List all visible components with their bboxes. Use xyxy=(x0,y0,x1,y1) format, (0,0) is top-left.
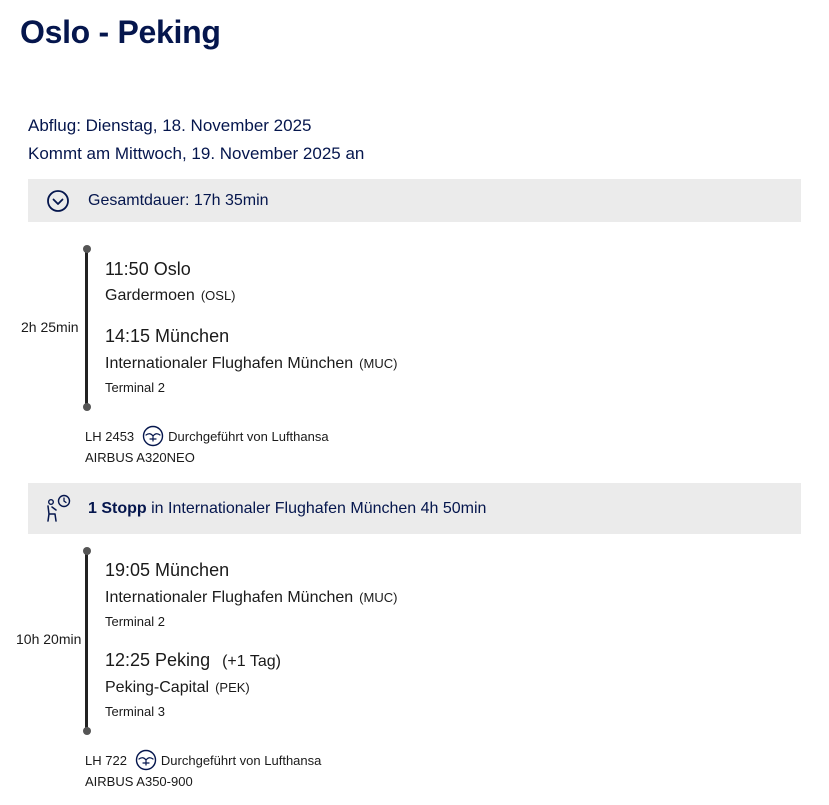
stop-count: 1 Stopp xyxy=(88,499,147,517)
page-title: Oslo - Peking xyxy=(20,14,221,50)
total-duration-bar xyxy=(28,179,801,222)
airport-name: Internationaler Flughafen München xyxy=(105,589,354,606)
departure-date: Abflug: Dienstag, 18. November 2025 xyxy=(28,116,312,135)
stopover-bar xyxy=(28,483,801,534)
arrival-terminal: Terminal 2 xyxy=(105,380,165,395)
departure-airport xyxy=(105,287,236,305)
waiting-passenger-icon xyxy=(28,494,88,524)
total-duration-text: Gesamtdauer: 17h 35min xyxy=(88,191,269,209)
departure-time-city: 11:50 Oslo xyxy=(105,259,191,279)
flight-number: LH 722 xyxy=(85,752,127,768)
departure-airport xyxy=(105,589,397,607)
airport-name: Gardermoen xyxy=(105,287,195,304)
next-day-badge: (+1 Tag) xyxy=(222,653,281,670)
flight-duration: 10h 20min xyxy=(16,631,82,647)
arrival-time-city xyxy=(105,650,281,671)
flight-number: LH 2453 xyxy=(85,428,135,444)
arrival-airport xyxy=(105,679,250,697)
flight-info xyxy=(85,425,329,447)
flight-duration: 2h 25min xyxy=(21,319,79,335)
flight-info xyxy=(85,749,321,771)
airport-name: Internationaler Flughafen München xyxy=(105,355,354,372)
clock-chevron-icon xyxy=(28,189,88,213)
aircraft-type: AIRBUS A350-900 xyxy=(85,774,193,789)
arrival-date: Kommt am Mittwoch, 19. November 2025 an xyxy=(28,144,365,163)
airport-code: (PEK) xyxy=(215,680,250,695)
timeline-start-dot xyxy=(83,547,91,555)
timeline-line xyxy=(85,249,88,407)
airport-name: Peking-Capital xyxy=(105,679,210,696)
arrival-airport xyxy=(105,355,397,373)
timeline-line xyxy=(85,551,88,731)
aircraft-type: AIRBUS A320NEO xyxy=(85,450,195,465)
airport-code: (OSL) xyxy=(200,288,236,303)
arrival-terminal: Terminal 3 xyxy=(105,704,165,719)
airport-code: (MUC) xyxy=(359,590,398,605)
arrival-time-city-text: 12:25 Peking xyxy=(105,650,211,670)
timeline-end-dot xyxy=(83,403,91,411)
departure-time-city: 19:05 München xyxy=(105,560,230,580)
lufthansa-crane-icon xyxy=(135,749,157,771)
timeline-start-dot xyxy=(83,245,91,253)
operated-by: Durchgeführt von Lufthansa xyxy=(168,428,329,444)
stopover-text xyxy=(88,500,486,518)
timeline-end-dot xyxy=(83,727,91,735)
lufthansa-crane-icon xyxy=(142,425,164,447)
operated-by: Durchgeführt von Lufthansa xyxy=(160,752,322,768)
departure-terminal: Terminal 2 xyxy=(105,614,165,629)
stop-location: in Internationaler Flughafen München 4h 50min xyxy=(151,499,487,517)
airport-code: (MUC) xyxy=(359,356,398,371)
arrival-time-city: 14:15 München xyxy=(105,326,230,346)
